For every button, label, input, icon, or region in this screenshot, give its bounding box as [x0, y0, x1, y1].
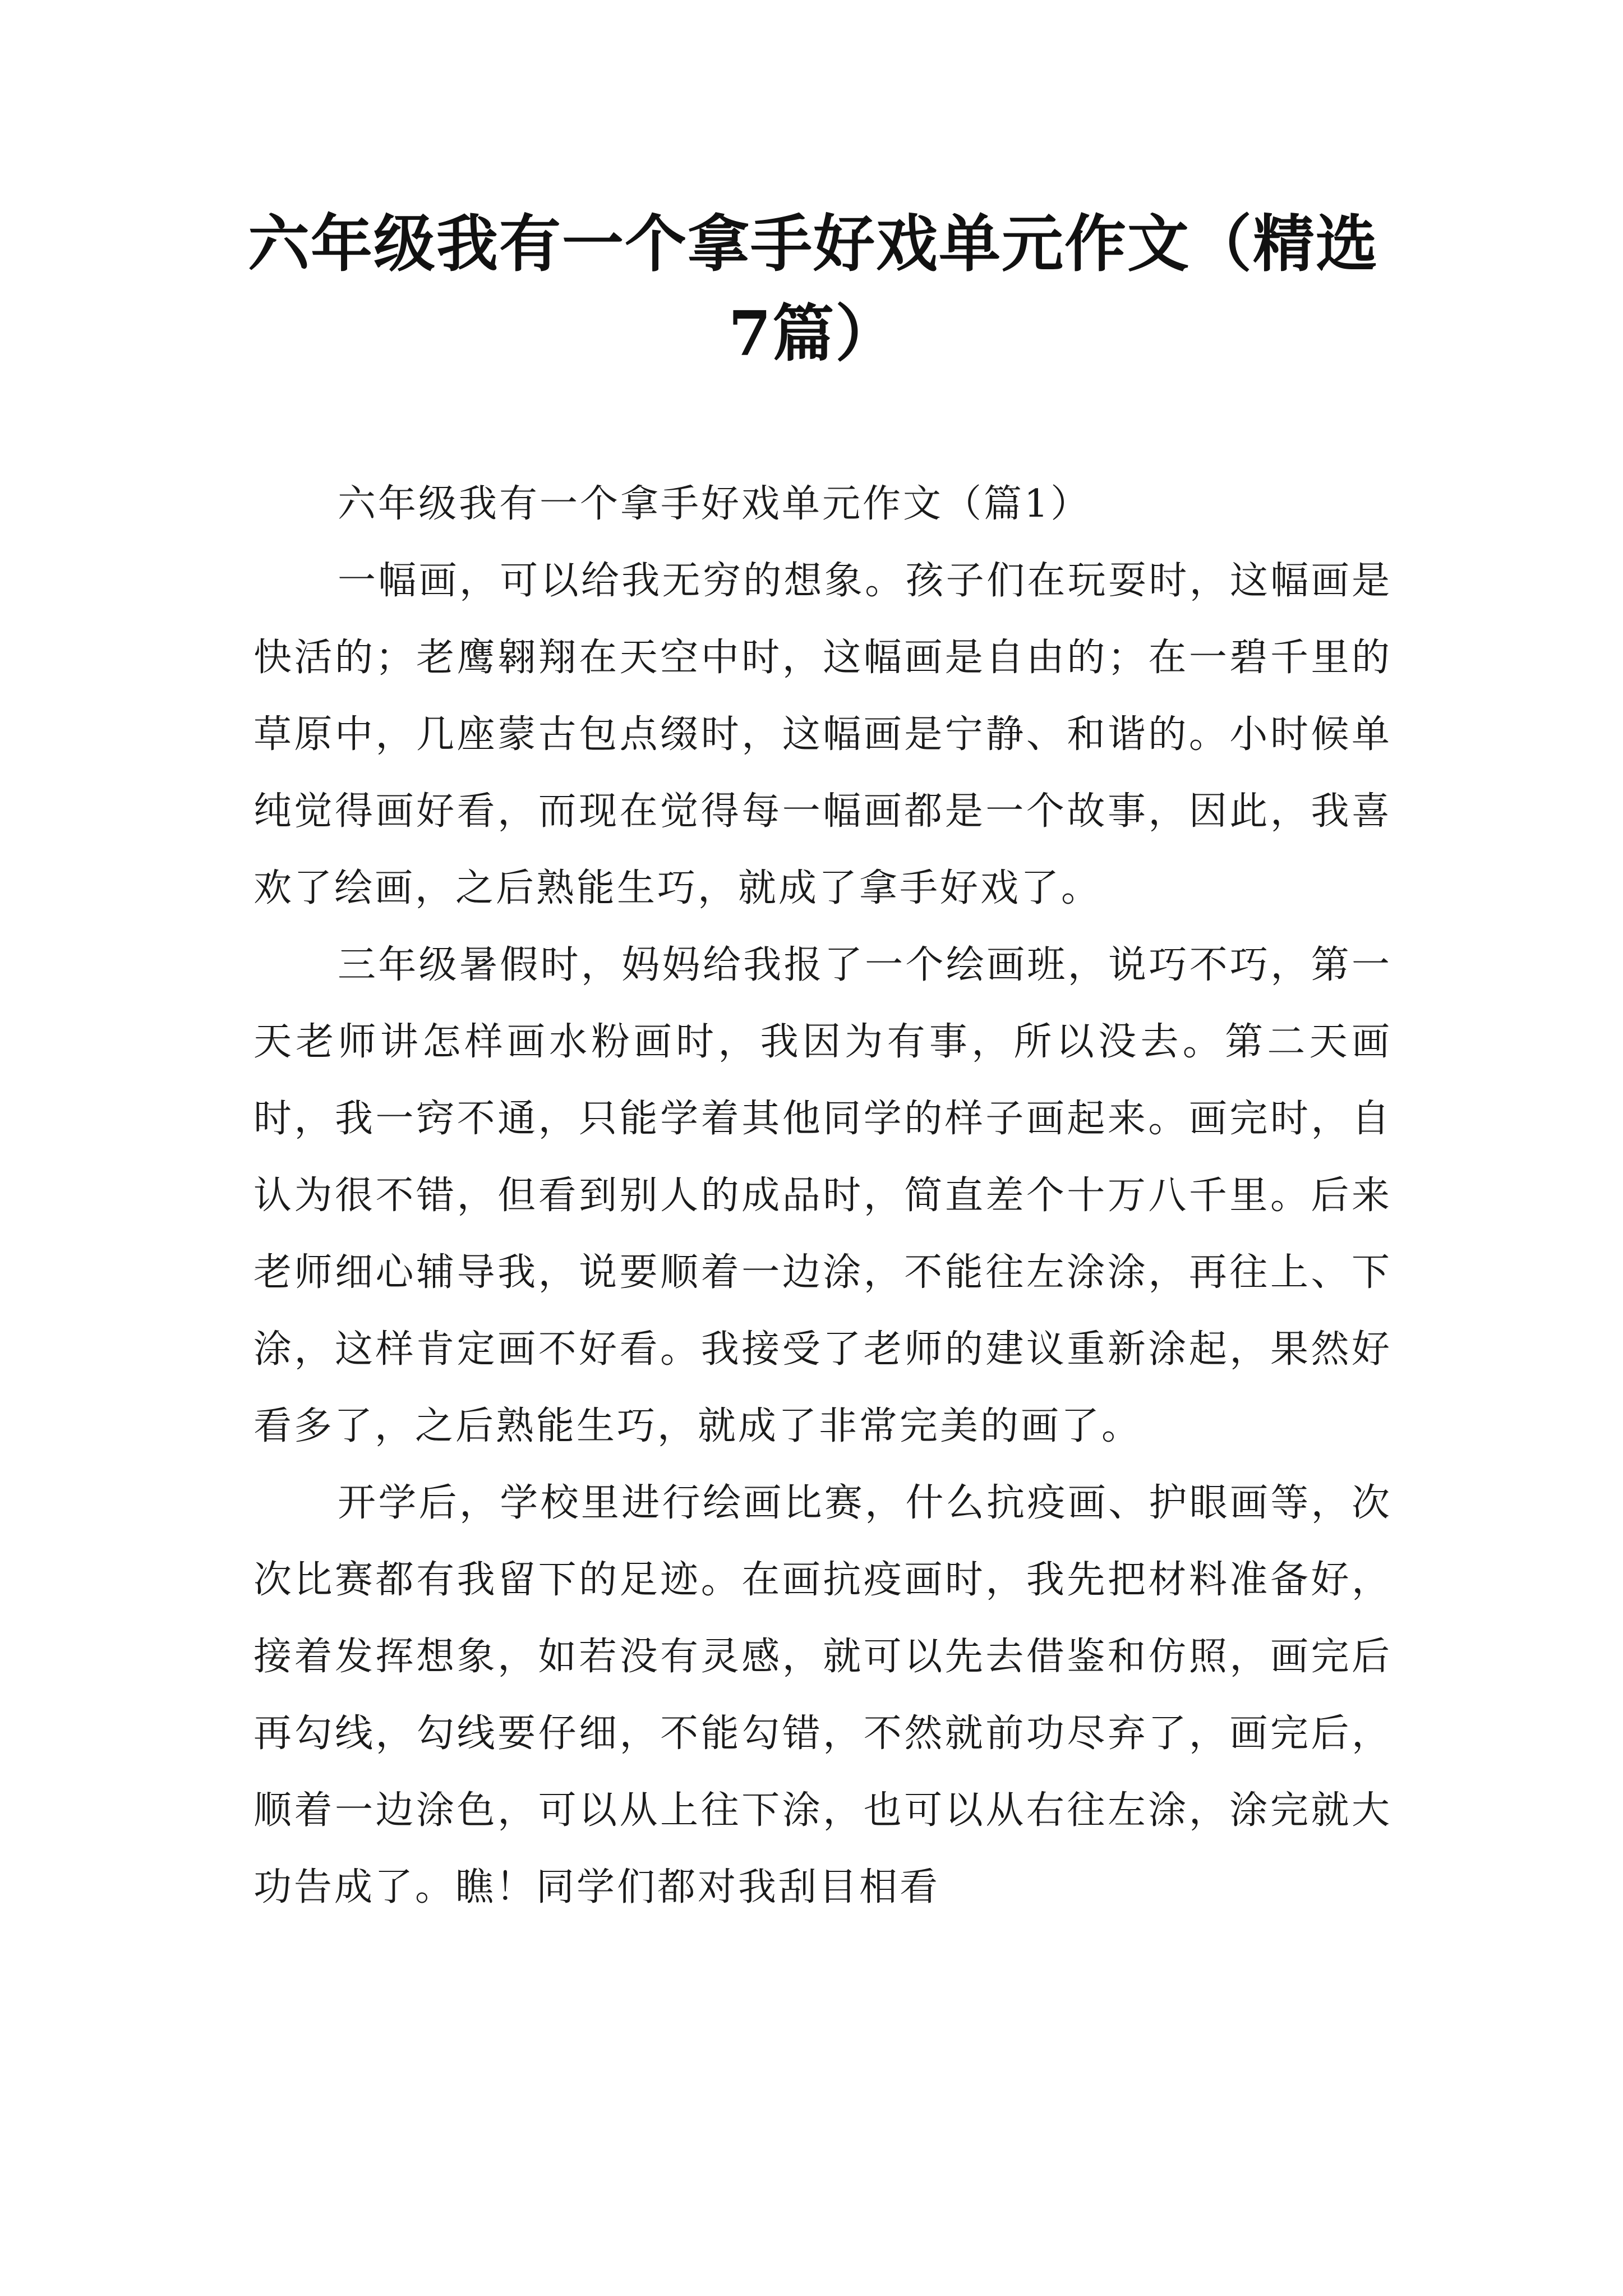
document-body [253, 466, 1392, 1926]
paragraph: 开学后，学校里进行绘画比赛，什么抗疫画、护眼画等，次次比赛都有我留下的足迹。在画抗疫画时，我先把材料准备好，接着发挥想象，如若没有灵感，就可以先去借鉴和仿照，画完后再勾线，勾线要仔细，不能勾错，不然就前功尽弃了，画完后，顺着一边涂色，可以从上往下涂，也可以从右往左涂，涂完就大功告成了。瞧！同学们都对我刮目相看 [253, 1481, 1392, 1910]
paragraph: 三年级暑假时，妈妈给我报了一个绘画班，说巧不巧，第一天老师讲怎样画水粉画时，我因为有事，所以没去。第二天画时，我一窍不通，只能学着其他同学的样子画起来。画完时，自认为很不错，但看到别人的成品时，简直差个十万八千里。后来老师细心辅导我，说要顺着一边涂，不能往左涂涂，再往上、下涂，这样肯定画不好看。我接受了老师的建议重新涂起，果然好看多了，之后熟能生巧，就成了非常完美的画了。 [253, 943, 1392, 1448]
document-title: 六年级我有一个拿手好戏单元作文（精选7篇） [248, 208, 1378, 370]
paragraph: 一幅画，可以给我无穷的想象。孩子们在玩耍时，这幅画是快活的；老鹰翱翔在天空中时，这幅画是自由的；在一碧千里的草原中，几座蒙古包点缀时，这幅画是宁静、和谐的。小时候单纯觉得画好看，而现在觉得每一幅画都是一个故事，因此，我喜欢了绘画，之后熟能生巧，就成了拿手好戏了。 [253, 559, 1392, 910]
section-heading: 六年级我有一个拿手好戏单元作文（篇1） [338, 482, 1091, 526]
